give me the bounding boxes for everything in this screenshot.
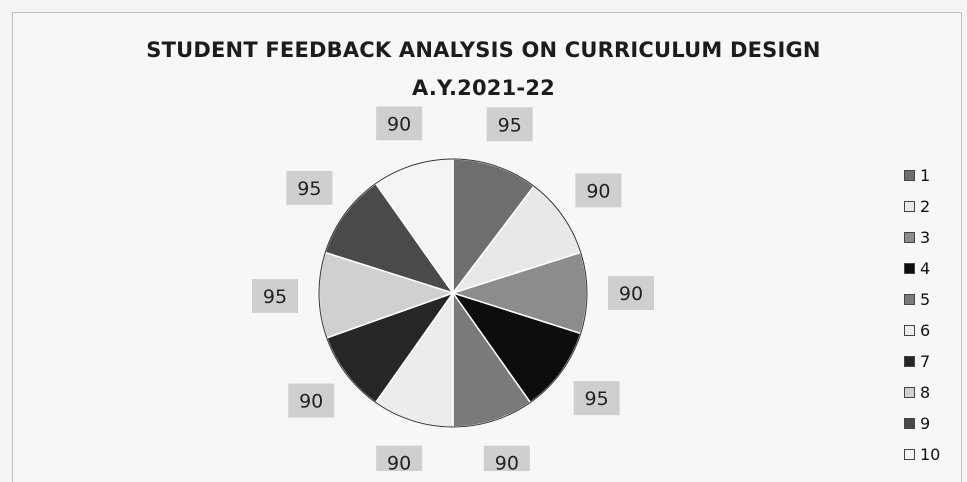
legend-item-7 — [904, 351, 930, 371]
legend-swatch-1 — [904, 170, 915, 181]
legend-label-5: 5 — [920, 289, 931, 309]
data-label-1 — [487, 107, 533, 141]
legend-swatch-3 — [904, 232, 915, 243]
data-label-10 — [376, 106, 422, 140]
data-label-2 — [575, 173, 621, 207]
legend-label-3: 3 — [920, 227, 931, 247]
svg-text:90: 90 — [494, 452, 519, 471]
legend-label-2: 2 — [920, 196, 931, 216]
svg-text:90: 90 — [299, 390, 324, 413]
chart-subtitle: A.Y.2021-22 — [412, 76, 555, 100]
legend-item-10 — [904, 444, 940, 464]
data-label-7 — [288, 384, 334, 418]
data-label-8 — [252, 279, 298, 313]
legend-label-1: 1 — [920, 165, 931, 185]
legend-item-8 — [904, 382, 930, 402]
svg-text:95: 95 — [262, 286, 288, 309]
legend-swatch-10 — [904, 449, 915, 460]
legend-item-9 — [904, 413, 930, 433]
svg-text:95: 95 — [584, 388, 609, 411]
legend-item-2 — [904, 196, 930, 216]
legend-swatch-5 — [904, 294, 915, 305]
data-label-4 — [574, 381, 620, 415]
legend-swatch-9 — [904, 418, 915, 429]
legend-item-3 — [904, 227, 930, 247]
legend-label-4: 4 — [920, 258, 931, 278]
legend-item-6 — [904, 320, 930, 340]
legend-label-9: 9 — [920, 413, 931, 433]
legend-label-10: 10 — [920, 444, 941, 464]
svg-text:95: 95 — [297, 177, 322, 200]
svg-text:90: 90 — [387, 113, 412, 136]
legend-swatch-4 — [904, 263, 915, 274]
legend-item-4 — [904, 258, 930, 278]
svg-text:90: 90 — [387, 452, 412, 471]
svg-text:90: 90 — [618, 283, 644, 305]
legend-label-8: 8 — [920, 382, 931, 402]
data-label-3 — [608, 276, 654, 310]
chart-title: STUDENT FEEDBACK ANALYSIS ON CURRICULUM DESIGN — [146, 38, 821, 62]
legend-item-5 — [904, 289, 930, 309]
data-label-6 — [376, 446, 422, 471]
legend-swatch-8 — [904, 387, 915, 398]
legend-label-7: 7 — [920, 351, 931, 371]
legend-swatch-6 — [904, 325, 915, 336]
svg-text:95: 95 — [497, 114, 522, 137]
svg-text:90: 90 — [586, 180, 611, 203]
legend-label-6: 6 — [920, 320, 931, 340]
legend-swatch-7 — [904, 356, 915, 367]
legend-swatch-2 — [904, 201, 915, 212]
data-label-9 — [286, 171, 332, 205]
legend-item-1 — [904, 165, 930, 185]
data-label-5 — [484, 446, 530, 471]
